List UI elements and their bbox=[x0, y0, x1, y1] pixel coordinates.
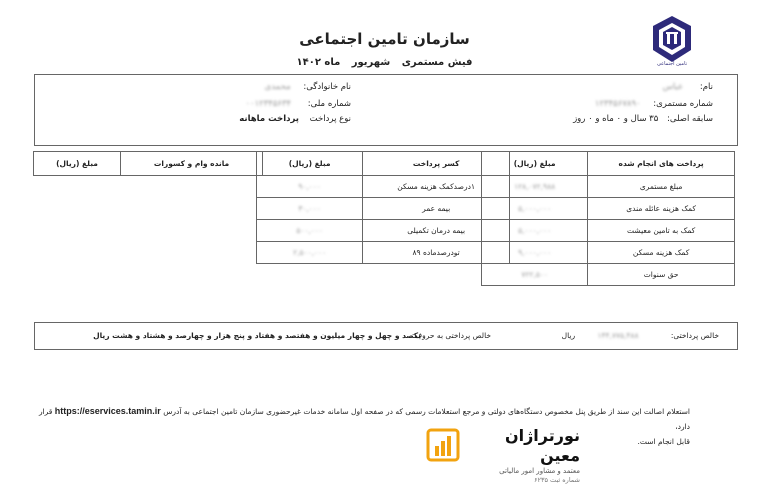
note-prefix: استعلام اصالت این سند از طریق پنل مخصوص دستگاه‌های دولتی و مرجع استعلامات رسمی که در صفحه اول سامانه خدمات غیرحضوری سازمان تامین اجتماعی به آدرس bbox=[163, 407, 690, 416]
history-label: سابقه اصلی: bbox=[667, 114, 713, 124]
table-row bbox=[257, 198, 510, 220]
deduction-desc: تودرصدماده ۸۹ bbox=[363, 242, 510, 264]
family-value: محمدی bbox=[264, 82, 291, 92]
loans-header-desc: مانده وام و کسورات bbox=[121, 152, 263, 176]
payment-desc: حق سنوات bbox=[588, 264, 735, 286]
table-row bbox=[257, 176, 510, 198]
payment-type-label: نوع پرداخت bbox=[309, 114, 351, 124]
personal-info-box bbox=[34, 74, 738, 146]
watermark-subtitle: معتمد و مشاور امور مالیاتی bbox=[499, 467, 580, 475]
payment-desc: مبلغ مستمری bbox=[588, 176, 735, 198]
loans-header-amount: مبلغ (ریال) bbox=[34, 152, 121, 176]
net-unit: ریال bbox=[561, 331, 576, 340]
name-label: نام: bbox=[699, 82, 713, 92]
pension-number-row bbox=[595, 99, 713, 109]
payment-amount: ۹,۰۰۰,۰۰۰ bbox=[482, 242, 588, 264]
table-row bbox=[257, 242, 510, 264]
payment-desc: کمک به تامین معیشت bbox=[588, 220, 735, 242]
watermark-text bbox=[470, 426, 580, 485]
watermark-name: نورتراژان معین bbox=[504, 426, 580, 465]
loans-table bbox=[33, 151, 263, 176]
note-suffix: قرار دارد، bbox=[38, 407, 690, 431]
payments-header-row bbox=[482, 152, 735, 176]
payments-table bbox=[481, 151, 735, 286]
net-words-label: خالص پرداختی به حروف: bbox=[411, 331, 491, 340]
net-words-row bbox=[412, 331, 491, 340]
org-title: سازمان تامین اجتماعی bbox=[299, 30, 470, 48]
table-row bbox=[482, 242, 735, 264]
pension-number-value: ۱۲۳۴۵۶۷۸۹۰ bbox=[594, 99, 641, 109]
payment-type-value: پرداخت ماهانه bbox=[239, 114, 299, 124]
net-amount: ۱۴۴,۷۷۵,۴۸۸ bbox=[597, 331, 639, 340]
deduction-desc: ۱درصدکمک هزینه مسکن bbox=[363, 176, 510, 198]
payment-desc: کمک هزینه مسکن bbox=[588, 242, 735, 264]
loans-header-row bbox=[34, 152, 263, 176]
payment-amount: ۵,۰۰۰,۰۰۰ bbox=[482, 198, 588, 220]
deduction-amount: ۳۰,۰۰۰ bbox=[257, 198, 363, 220]
deduction-desc: بیمه عمر bbox=[363, 198, 510, 220]
verification-note bbox=[30, 404, 690, 449]
net-amount-row bbox=[562, 331, 719, 340]
deduction-desc: بیمه درمان تکمیلی bbox=[363, 220, 510, 242]
table-row bbox=[482, 220, 735, 242]
payments-header-amount: مبلغ (ریال) bbox=[482, 152, 588, 176]
national-id-value: ۰۰۱۲۳۴۵۶۳۴ bbox=[245, 99, 292, 109]
payment-amount: ۵,۰۰۰,۰۰۰ bbox=[482, 220, 588, 242]
history-row bbox=[573, 114, 713, 124]
deduction-amount: ۵۰۰,۰۰۰ bbox=[257, 220, 363, 242]
slip-subtitle bbox=[0, 57, 769, 68]
table-row bbox=[257, 220, 510, 242]
table-row bbox=[482, 198, 735, 220]
note-line2: قابل انجام است. bbox=[637, 437, 690, 446]
history-value: ۳۵ سال و ۰ ماه و ۰ روز bbox=[573, 114, 659, 124]
deductions-header-desc: کسر پرداخت bbox=[363, 152, 510, 176]
net-words-wrap bbox=[93, 331, 421, 340]
svg-text:تامین اجتماعی: تامین اجتماعی bbox=[656, 61, 688, 67]
pension-number-label: شماره مستمری: bbox=[653, 99, 713, 109]
deduction-amount: ۲,۵۰۰,۰۰۰ bbox=[257, 242, 363, 264]
eservices-link[interactable]: https://eservices.tamin.ir bbox=[54, 406, 161, 416]
national-id-label: شماره ملی: bbox=[307, 99, 351, 109]
family-row bbox=[265, 82, 351, 92]
slip-label: فیش مستمری bbox=[401, 57, 473, 68]
watermark-logo bbox=[424, 426, 462, 464]
table-row bbox=[482, 176, 735, 198]
payment-amount: ۷۲۲,۵۰۰ bbox=[482, 264, 588, 286]
deduction-amount: ۹۰,۰۰۰ bbox=[257, 176, 363, 198]
deductions-table bbox=[256, 151, 510, 264]
name-row bbox=[663, 82, 713, 92]
deductions-header-amount: مبلغ (ریال) bbox=[257, 152, 363, 176]
payment-amount: ۱۲۸,۰۷۲,۹۸۸ bbox=[482, 176, 588, 198]
slip-month: شهریور bbox=[351, 57, 391, 68]
table-row bbox=[482, 264, 735, 286]
watermark-reg: شماره ثبت ۶۲۳۵ bbox=[534, 476, 580, 484]
payments-header-desc: پرداخت های انجام شده bbox=[588, 152, 735, 176]
slip-year: ماه ۱۴۰۲ bbox=[296, 57, 341, 68]
deductions-header-row bbox=[257, 152, 510, 176]
payment-desc: کمک هزینه عائله مندی bbox=[588, 198, 735, 220]
net-label: خالص پرداختی: bbox=[670, 331, 719, 340]
payment-type-row bbox=[239, 114, 351, 124]
family-label: نام خانوادگی: bbox=[303, 82, 351, 92]
name-value: عباس bbox=[662, 82, 684, 92]
national-id-row bbox=[245, 99, 351, 109]
net-words: یکصد و چهل و چهار میلیون و هفتصد و هفتاد و پنج هزار و چهارصد و هشتاد و هشت ریال bbox=[93, 331, 421, 340]
